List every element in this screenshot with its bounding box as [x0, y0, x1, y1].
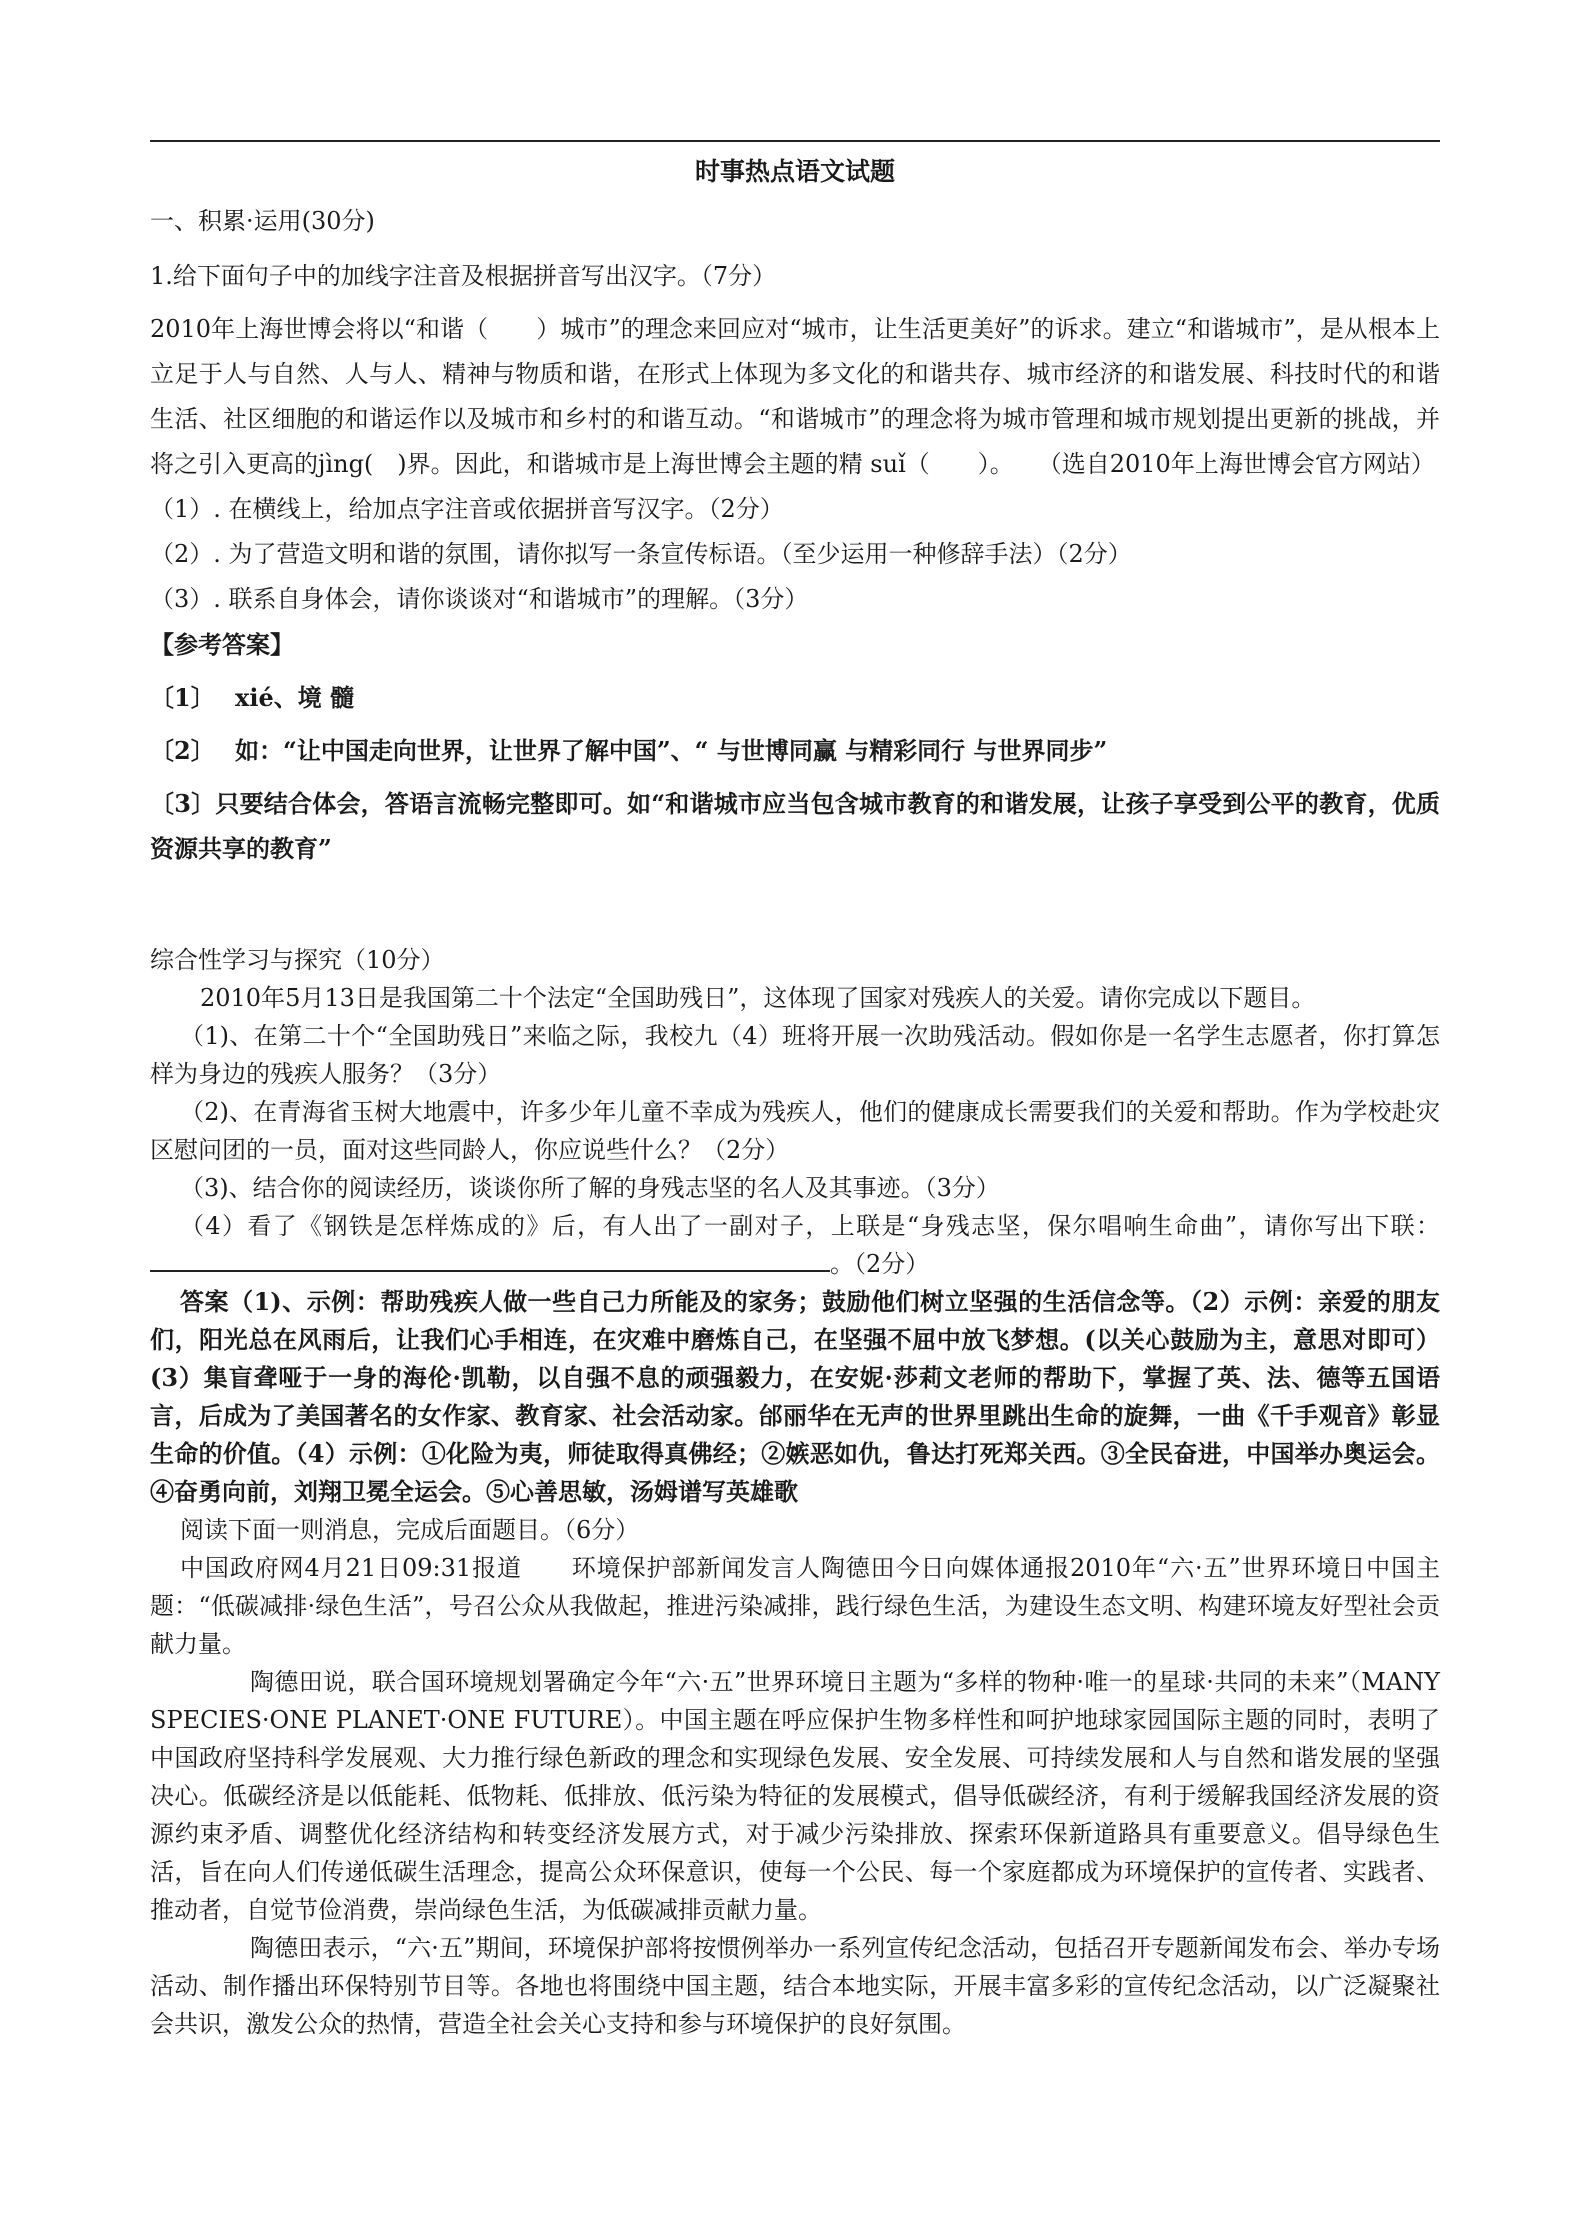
page-title: 时事热点语文试题: [694, 157, 895, 186]
question-3-intro: 阅读下面一则消息，完成后面题目。（6分）: [180, 1516, 640, 1544]
section-heading-2: 综合性学习与探究（10分）: [150, 946, 445, 974]
news-paragraph-2: 陶德田说，联合国环境规划署确定今年“六·五”世界环境日主题为“多样的物种·唯一的星球·共同的未来”（MANY SPECIES·ONE PLANET·ONE FUTURE）。中国主题在呼应保护生物多样性和呵护地球家园国际主题的同时，表明了中国政府坚持科学发展观、大力推行绿色新政的理念和实现绿色发展、安全发展、可持续发展和人与自然和谐发展的坚强决心。低碳经济是以低能耗、低物耗、低排放、低污染为特征的发展模式，倡导低碳经济，有利于缓解我国经济发展的资源约束矛盾、调整优化经济结构和转变经济发展方式，对于减少污染排放、探索环保新道路具有重要意义。倡导绿色生活，旨在向人们传递低碳生活理念，提高公众环保意识，使每一个公民、每一个家庭都成为环境保护的宣传者、实践者、推动者，自觉节俭消费，崇尚绿色生活，为低碳减排贡献力量。: [150, 1668, 1440, 1924]
question-1-1: （1）. 在横线上，给加点字注音或依据拼音写汉字。（2分）: [150, 495, 784, 523]
answer-heading: 【参考答案】: [150, 630, 294, 659]
section-2-intro: 2010年5月13日是我国第二十个法定“全国助残日”，这体现了国家对残疾人的关爱。请你完成以下题目。: [200, 984, 1316, 1012]
question-1-3: （3）. 联系自身体会，请你谈谈对“和谐城市”的理解。（3分）: [150, 585, 809, 613]
question-2-2: （2)、在青海省玉树大地震中，许多少年儿童不幸成为残疾人，他们的健康成长需要我们的关爱和帮助。作为学校赴灾区慰问团的一员，面对这些同龄人，你应说些什么？（2分）: [150, 1098, 1440, 1164]
answer-blank-line: [150, 1248, 830, 1272]
question-2-3: （3)、结合你的阅读经历，谈谈你所了解的身残志坚的名人及其事迹。（3分）: [180, 1174, 1000, 1202]
document-page: [150, 140, 1440, 2043]
news-paragraph-1: 中国政府网4月21日09:31报道 环境保护部新闻发言人陶德田今日向媒体通报2010年“六·五”世界环境日中国主题：“低碳减排·绿色生活”，号召公众从我做起，推进污染减排，践行绿色生活，为建设生态文明、构建环境友好型社会贡献力量。: [150, 1554, 1440, 1658]
answer-3: 〔3〕只要结合体会，答语言流畅完整即可。如“和谐城市应当包含城市教育的和谐发展，让孩子享受到公平的教育，优质资源共享的教育”: [150, 789, 1440, 863]
question-2-4-score: 。（2分）: [830, 1250, 930, 1278]
top-rule: [150, 140, 1440, 142]
passage-1: 2010年上海世博会将以“和谐（ ）城市”的理念来回应对“城市，让生活更美好”的诉求。建立“和谐城市”，是从根本上立足于人与自然、人与人、精神与物质和谐，在形式上体现为多文化的和谐共存、城市经济的和谐发展、科技时代的和谐生活、社区细胞的和谐运作以及城市和乡村的和谐互动。“和谐城市”的理念将为城市管理和城市规划提出更新的挑战，并将之引入更高的jìng( )界。因此，和谐城市是上海世博会主题的精 suǐ（ ）。 （选自2010年上海世博会官方网站）: [150, 315, 1440, 478]
answer-block-2: 答案（1)、示例：帮助残疾人做一些自己力所能及的家务；鼓励他们树立坚强的生活信念等。（2）示例：亲爱的朋友们，阳光总在风雨后，让我们心手相连，在灾难中磨炼自己，在坚强不屈中放飞梦想。(以关心鼓励为主，意思对即可）(3）集盲聋哑于一身的海伦·凯勒，以自强不息的顽强毅力，在安妮·莎莉文老师的帮助下，掌握了英、法、德等五国语言，后成为了美国著名的女作家、教育家、社会活动家。邰丽华在无声的世界里跳出生命的旋舞，一曲《千手观音》彰显生命的价值。（4）示例：①化险为夷，师徒取得真佛经；②嫉恶如仇，鲁达打死郑关西。③全民奋进，中国举办奥运会。④奋勇向前，刘翔卫冕全运会。⑤心善思敏，汤姆谱写英雄歌: [150, 1287, 1440, 1506]
question-2-1: （1)、在第二十个“全国助残日”来临之际，我校九（4）班将开展一次助残活动。假如你是一名学生志愿者，你打算怎样为身边的残疾人服务？（3分）: [150, 1022, 1440, 1088]
answer-2: 〔2〕 如：“让中国走向世界，让世界了解中国”、“ 与世博同赢 与精彩同行 与世界同步”: [150, 736, 1108, 765]
question-2-4: [150, 1207, 1440, 1283]
answer-1: 〔1〕 xié、境 髓: [150, 683, 355, 712]
question-2-4-text: （4）看了《钢铁是怎样炼成的》后，有人出了一副对子，上联是“身残志坚，保尔唱响生命曲”，请你写出下联：: [180, 1212, 1440, 1240]
news-paragraph-3: 陶德田表示，“六·五”期间，环境保护部将按惯例举办一系列宣传纪念活动，包括召开专题新闻发布会、举办专场活动、制作播出环保特别节目等。各地也将围绕中国主题，结合本地实际，开展丰富多彩的宣传纪念活动，以广泛凝聚社会共识，激发公众的热情，营造全社会关心支持和参与环境保护的良好氛围。: [150, 1934, 1440, 2038]
question-1-2: （2）. 为了营造文明和谐的氛围，请你拟写一条宣传标语。（至少运用一种修辞手法）（2分）: [150, 540, 1132, 568]
section-heading-1: 一、积累·运用(30分): [150, 207, 375, 235]
question-1: 1.给下面句子中的加线字注音及根据拼音写出汉字。（7分）: [150, 262, 777, 290]
